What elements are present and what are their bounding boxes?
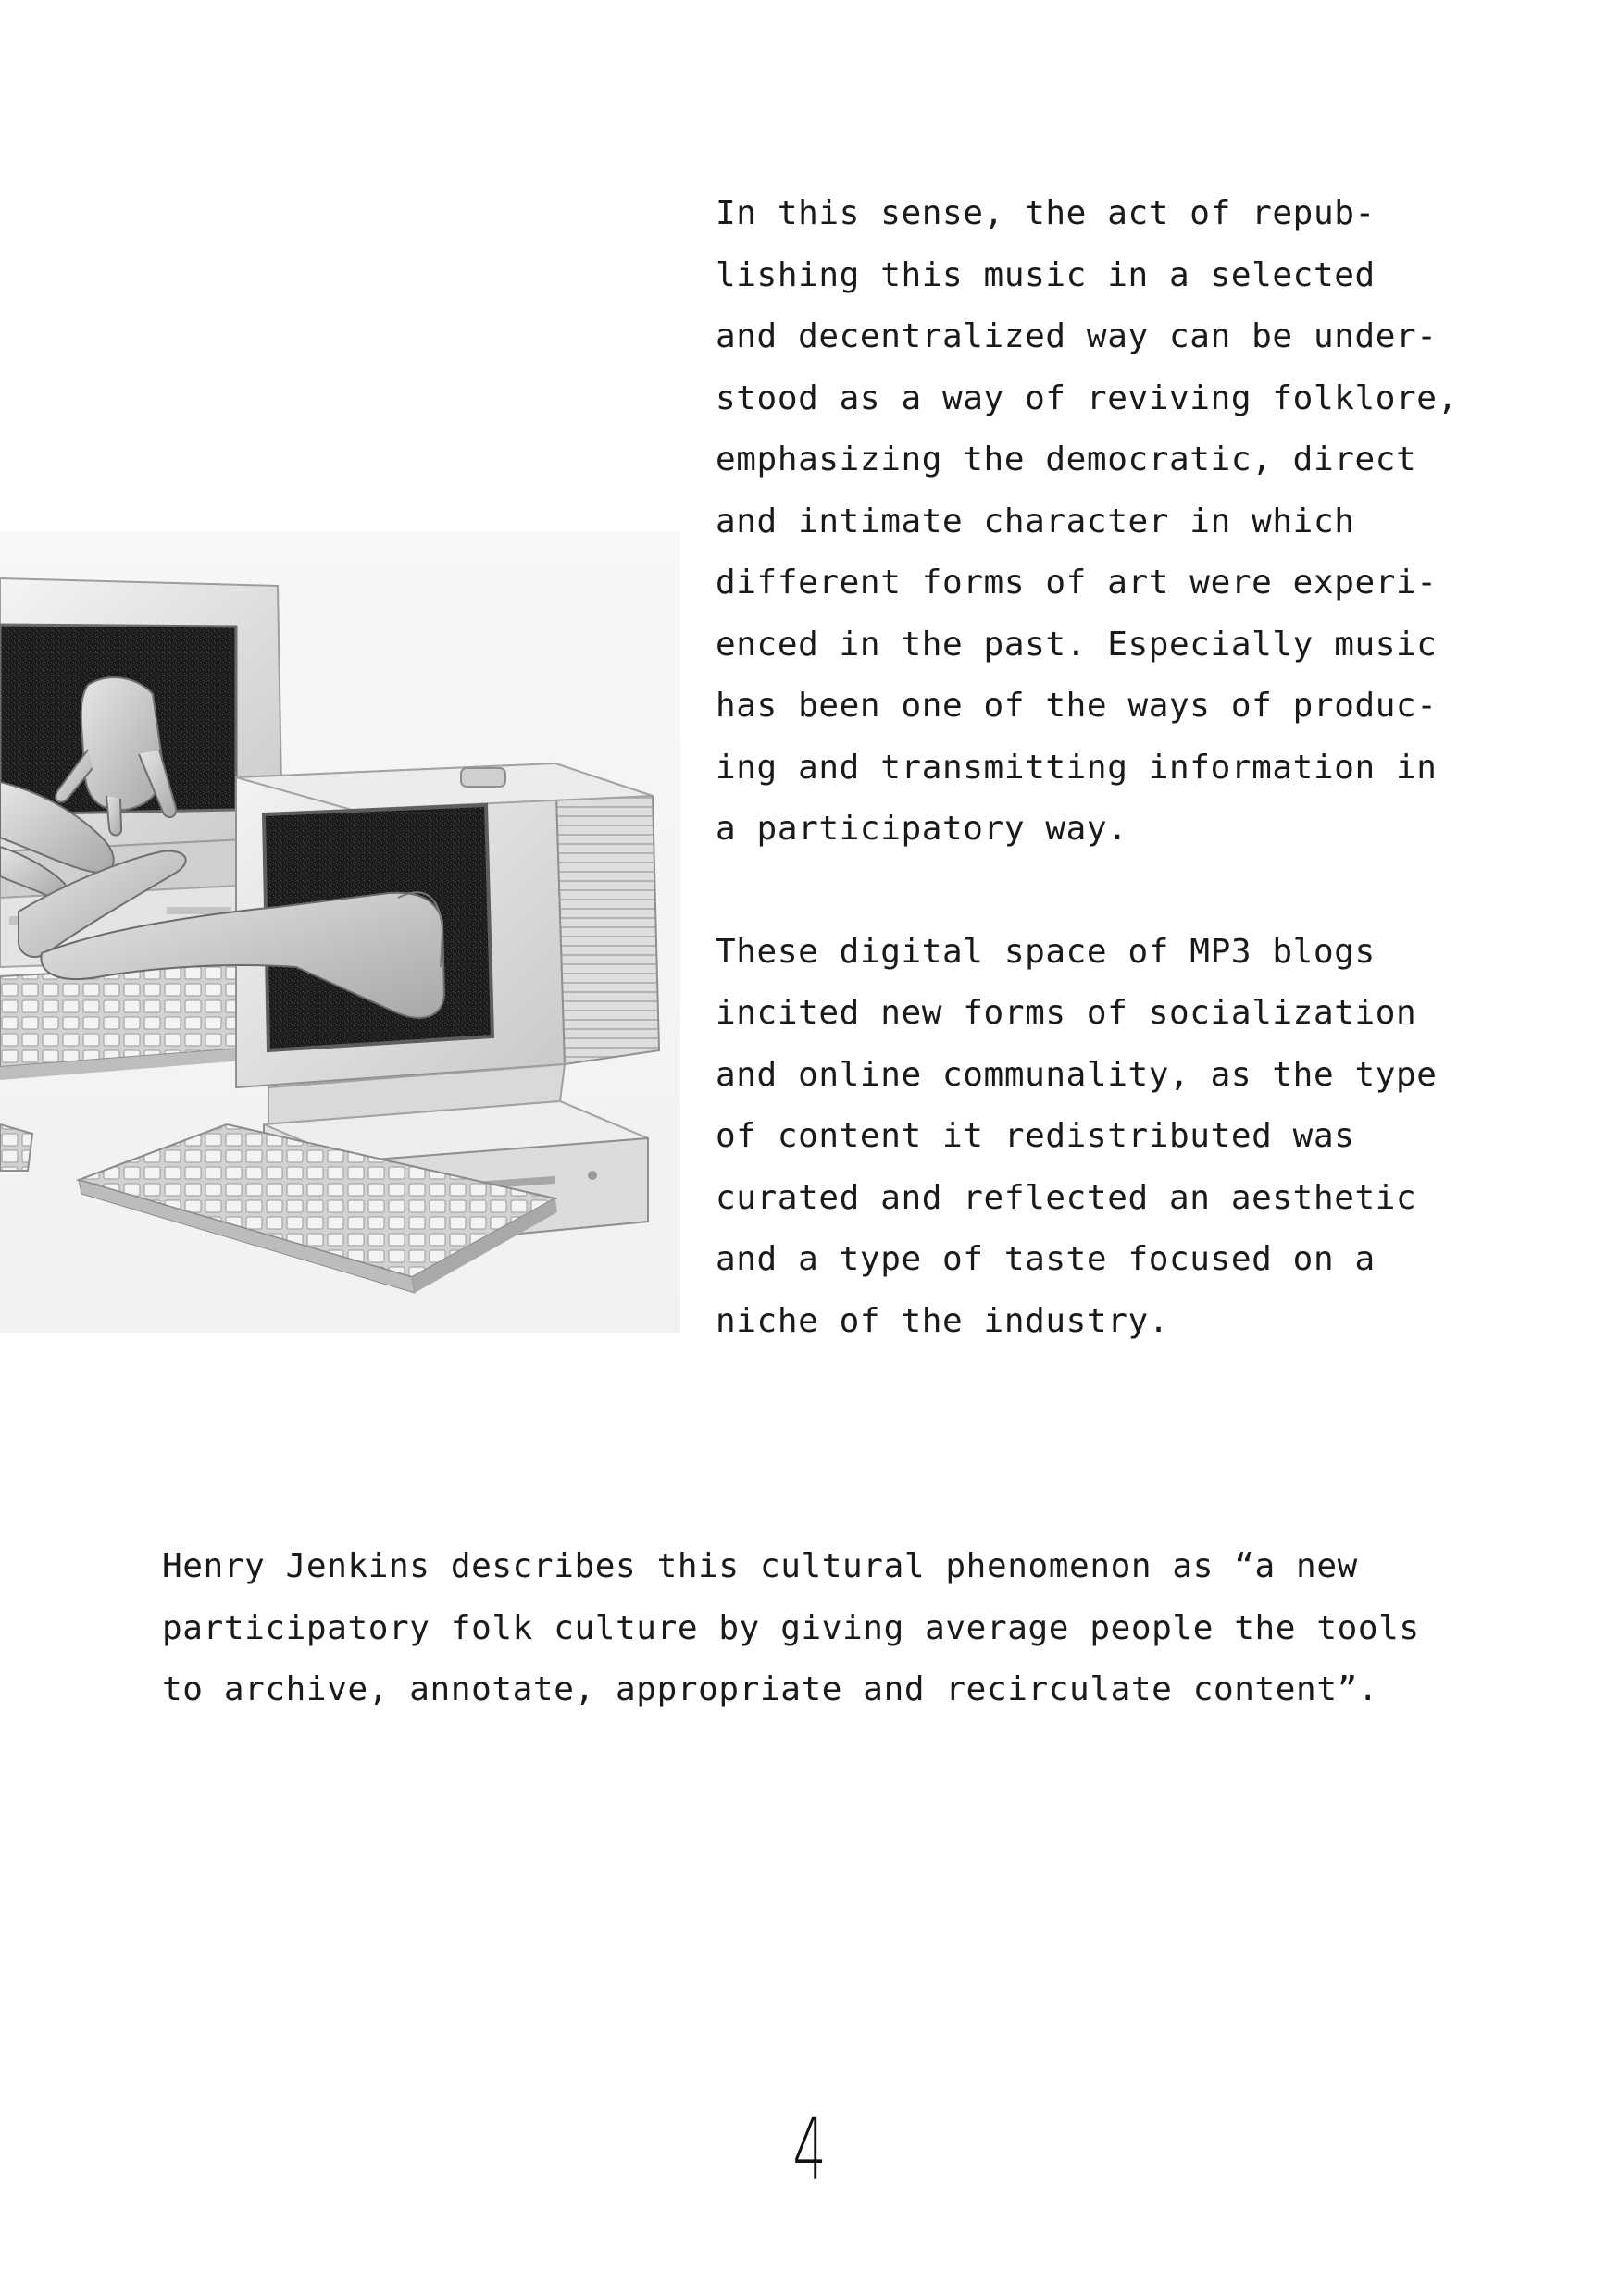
- text-line: enced in the past. Especially music: [716, 625, 1438, 664]
- text-line: curated and reflected an aesthetic: [716, 1178, 1417, 1217]
- text-line: and decentralized way can be under-: [716, 317, 1438, 355]
- text-line: and intimate character in which: [716, 502, 1355, 540]
- text-line: lishing this music in a selected: [716, 255, 1376, 294]
- text-line: stood as a way of reviving folklore,: [716, 379, 1458, 417]
- page-number: 4: [792, 2101, 827, 2200]
- text-line: of content it redistributed was: [716, 1117, 1355, 1155]
- paragraph-mp3-blogs: [716, 922, 1512, 1353]
- text-line: niche of the industry.: [716, 1301, 1170, 1340]
- text-line: incited new forms of socialization: [716, 994, 1417, 1032]
- text-line: emphasizing the democratic, direct: [716, 441, 1417, 478]
- paragraph-folklore: [716, 183, 1512, 861]
- text-line: Henry Jenkins describes this cultural phenomenon as “a new: [162, 1547, 1358, 1585]
- text-line: to archive, annotate, appropriate and recirculate content”.: [162, 1670, 1379, 1708]
- text-line: different forms of art were experi-: [716, 564, 1438, 602]
- text-line: ing and transmitting information in: [716, 748, 1438, 787]
- text-line: participatory folk culture by giving average people the tools: [162, 1608, 1420, 1647]
- text-line: has been one of the ways of produc-: [716, 687, 1438, 725]
- body-text-column: [716, 183, 1512, 1352]
- computer-hands-collage-image: [0, 532, 680, 1333]
- text-line: and online communality, as the type: [716, 1055, 1438, 1094]
- text-line: a participatory way.: [716, 810, 1128, 848]
- text-line: In this sense, the act of repub-: [716, 194, 1376, 232]
- paragraph-jenkins-quote: [162, 1536, 1504, 1721]
- text-line: and a type of taste focused on a: [716, 1240, 1376, 1278]
- text-line: These digital space of MP3 blogs: [716, 932, 1376, 971]
